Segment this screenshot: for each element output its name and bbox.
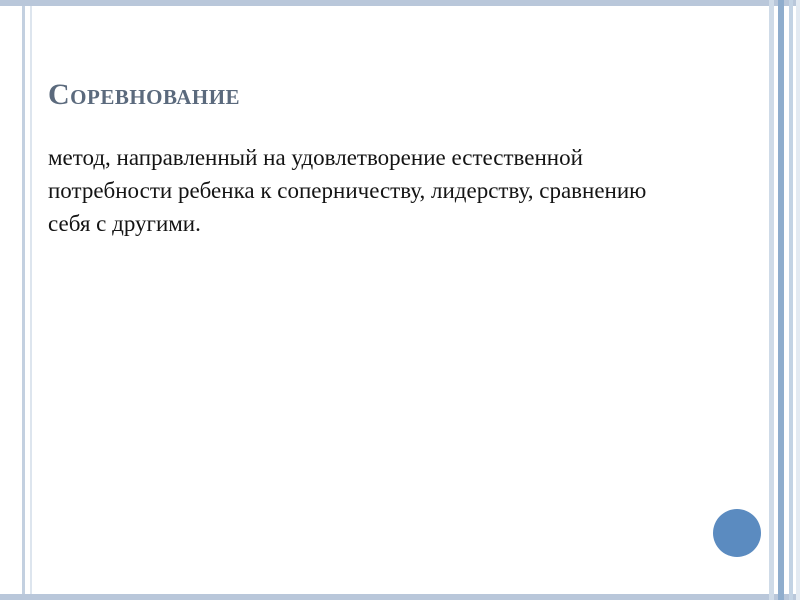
blue-circle-decoration-icon [713,509,761,557]
slide-title: Соревнование [48,78,241,111]
left-accent-bar-outer [22,6,25,594]
bottom-border-bar [0,594,800,600]
slide-body-text: метод, направленный на удовлетворение естественной потребности ребенка к соперничеству, лидерству, сравнению себя с другими. [48,145,647,236]
top-border-bar [0,0,800,6]
right-accent-bar-2 [778,0,784,600]
right-accent-bar-1 [769,0,774,600]
right-accent-bar-3 [789,0,793,600]
right-accent-bar-4 [796,0,800,600]
left-accent-bar-inner [30,6,32,594]
